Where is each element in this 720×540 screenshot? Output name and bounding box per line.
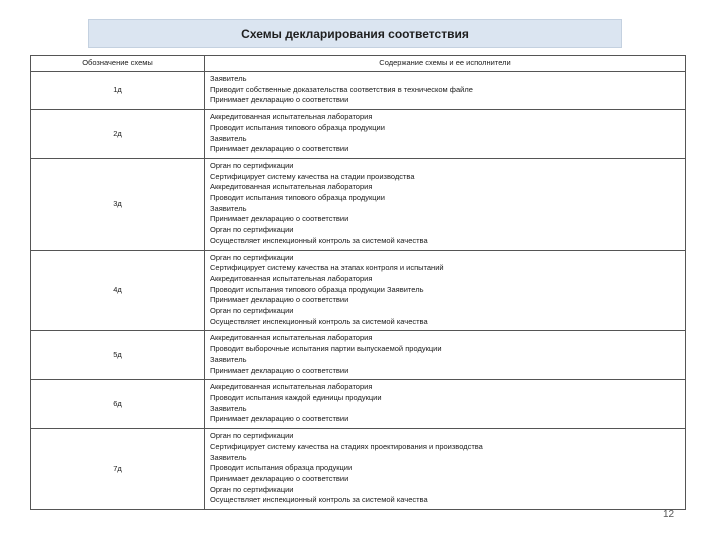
scheme-content-line: Проводит испытания каждой единицы продукции: [210, 392, 382, 402]
scheme-content-line: Заявитель: [210, 452, 247, 462]
header-scheme-code: Обозначение схемы: [31, 56, 205, 72]
scheme-content-line: Принимает декларацию о соответствии: [210, 365, 349, 375]
table-header-row: [31, 56, 686, 72]
scheme-code: 7д: [31, 429, 205, 510]
table-row: [31, 331, 686, 380]
scheme-content: [205, 110, 686, 159]
scheme-content-line: Принимает декларацию о соответствии: [210, 214, 349, 224]
scheme-content-line: Сертифицирует систему качества на стадиях проектирования и производства: [210, 441, 483, 451]
scheme-content-line: Осуществляет инспекционный контроль за системой качества: [210, 495, 428, 505]
scheme-code: 6д: [31, 380, 205, 429]
scheme-content: [205, 72, 686, 110]
table-row: [31, 250, 686, 331]
scheme-content-line: Приводит собственные доказательства соответствия в техническом файле: [210, 84, 473, 94]
scheme-content-line: Орган по сертификации: [210, 252, 294, 262]
scheme-content-line: Заявитель: [210, 133, 247, 143]
scheme-content-line: Принимает декларацию о соответствии: [210, 473, 349, 483]
scheme-content-line: Орган по сертификации: [210, 484, 294, 494]
declaration-schemes-table: [30, 55, 686, 510]
scheme-content: [205, 429, 686, 510]
scheme-content-line: Аккредитованная испытательная лаборатория: [210, 182, 373, 192]
scheme-content-line: Аккредитованная испытательная лаборатория: [210, 273, 373, 283]
scheme-content-line: Орган по сертификации: [210, 306, 294, 316]
scheme-code: 5д: [31, 331, 205, 380]
table-row: [31, 429, 686, 510]
scheme-content-line: Заявитель: [210, 403, 247, 413]
scheme-content-line: Проводит испытания типового образца продукции: [210, 193, 385, 203]
scheme-content: [205, 380, 686, 429]
scheme-code: 4д: [31, 250, 205, 331]
scheme-content-line: Заявитель: [210, 74, 247, 83]
scheme-content-line: Проводит испытания образца продукции: [210, 463, 353, 473]
scheme-content: [205, 331, 686, 380]
table-body: [31, 72, 686, 510]
scheme-content-line: Аккредитованная испытательная лаборатория: [210, 112, 373, 122]
scheme-content-line: Принимает декларацию о соответствии: [210, 95, 349, 105]
table-row: [31, 110, 686, 159]
scheme-content-line: Проводит испытания типового образца продукции Заявитель: [210, 284, 424, 294]
scheme-content-line: Орган по сертификации: [210, 160, 294, 170]
scheme-content-line: Заявитель: [210, 203, 247, 213]
scheme-content-line: Сертифицирует систему качества на этапах контроля и испытаний: [210, 263, 444, 273]
scheme-content-line: Осуществляет инспекционный контроль за системой качества: [210, 235, 428, 245]
table-row: [31, 380, 686, 429]
scheme-content-line: Орган по сертификации: [210, 225, 294, 235]
scheme-code: 2д: [31, 110, 205, 159]
scheme-content-line: Орган по сертификации: [210, 431, 294, 441]
scheme-content: [205, 158, 686, 250]
scheme-code: 1д: [31, 72, 205, 110]
slide-title: [88, 19, 622, 48]
scheme-code: 3д: [31, 158, 205, 250]
table-row: [31, 72, 686, 110]
table-row: [31, 158, 686, 250]
page-number: 12: [663, 509, 675, 520]
scheme-content-line: Принимает декларацию о соответствии: [210, 144, 349, 154]
slide-title-text: Схемы декларирования соответствия: [241, 26, 469, 41]
header-scheme-content: Содержание схемы и ее исполнители: [205, 56, 686, 72]
scheme-content-line: Принимает декларацию о соответствии: [210, 414, 349, 424]
scheme-content-line: Аккредитованная испытательная лаборатория: [210, 333, 373, 343]
scheme-content: [205, 250, 686, 331]
scheme-content-line: Заявитель: [210, 354, 247, 364]
scheme-content-line: Осуществляет инспекционный контроль за системой качества: [210, 316, 428, 326]
scheme-content-line: Принимает декларацию о соответствии: [210, 295, 349, 305]
scheme-content-line: Сертифицирует систему качества на стадии производства: [210, 171, 415, 181]
scheme-content-line: Проводит выборочные испытания партии выпускаемой продукции: [210, 344, 442, 354]
scheme-content-line: Проводит испытания типового образца продукции: [210, 122, 385, 132]
scheme-content-line: Аккредитованная испытательная лаборатория: [210, 382, 373, 392]
